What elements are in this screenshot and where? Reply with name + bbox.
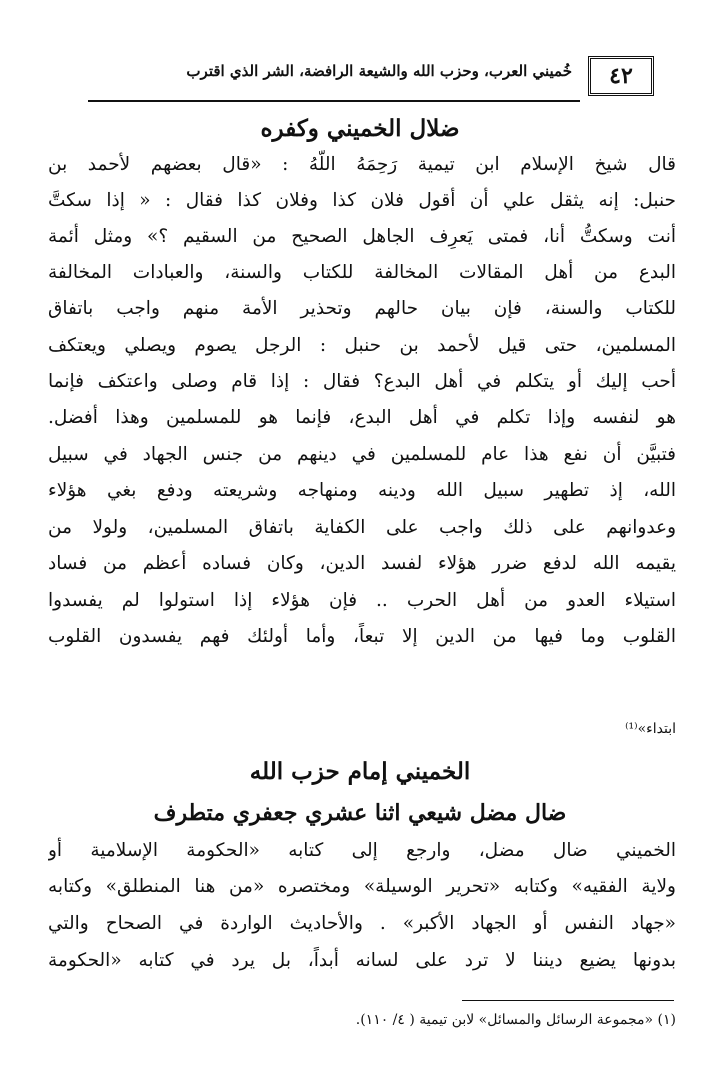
text-line: حنبل: إنه يثقل علي أن أقول فلان كذا وفلان كذا فقال : « إذا سكتَّ	[48, 190, 676, 211]
section-subtitle: ضال مضل شيعي اثنا عشري جعفري متطرف	[153, 800, 567, 826]
text-line: الله، إذ تطهير سبيل الله ودينه ومنهاجه وشريعته ودفع بغي هؤلاء	[48, 480, 676, 501]
section-title-khomeini-misguidance: ضلال الخميني وكفره	[260, 115, 460, 142]
page-number: ٤٢	[588, 56, 654, 96]
text-line: استيلاء العدو من أهل الحرب .. فإن هؤلاء إذا استولوا لم يفسدوا	[48, 590, 676, 611]
page-header	[88, 56, 654, 102]
text-line: المسلمين، حتى قيل لأحمد بن حنبل : الرجل يصوم ويصلي ويعتكف	[48, 335, 676, 356]
text-line: أحب إليك أو يتكلم في أهل البدع؟ فقال : إذا قام وصلى واعتكف فإنما	[48, 371, 676, 392]
text-line-ending: ابتداء»⁽¹⁾	[625, 721, 676, 737]
text-line: للكتاب والسنة، فإن بيان حالهم وتحذير الأمة منهم واجب باتفاق	[48, 298, 676, 319]
text-line: فتبيَّن أن نفع هذا عام للمسلمين في دينهم من جنس الجهاد في سبيل	[48, 444, 676, 465]
text-line: الخميني ضال مضل، وارجع إلى كتابه «الحكومة الإسلامية أو	[48, 840, 676, 861]
text-line: أنت وسكتُّ أنا، فمتى يَعرِف الجاهل الصحيح من السقيم ؟» ومثل أئمة	[48, 226, 676, 247]
text-line: يقيمه الله لدفع ضرر هؤلاء لفسد الدين، وكان فساده أعظم من فساد	[48, 553, 676, 574]
footnote-rule	[462, 1000, 674, 1001]
header-rule	[88, 100, 580, 102]
text-line: قال شيخ الإسلام ابن تيمية رَحِمَهُ اللَّهُ : «قال بعضهم لأحمد بن	[48, 154, 676, 175]
footnote: (١) «مجموعة الرسائل والمسائل» لابن تيمية ( ٤/ ١١٠).	[355, 1012, 676, 1028]
text-line: بدونها يضيع ديننا لا ترد على لسانه أبداً، بل يرد في كتابه «الحكومة	[48, 950, 676, 971]
text-line: هو لنفسه وإذا تكلم في أهل البدع، فإنما هو للمسلمين وهذا أفضل.	[48, 407, 676, 428]
text-line: وعدوانهم على ذلك واجب على الكفاية باتفاق المسلمين، ولولا من	[48, 517, 676, 538]
section-title-hezbollah-imam: الخميني إمام حزب الله	[249, 758, 471, 785]
text-line: القلوب وما فيها من الدين إلا تبعاً، وأما أولئك فهم يفسدون القلوب	[48, 626, 676, 647]
text-line: البدع من أهل المقالات المخالفة للكتاب والسنة، والعبادات المخالفة	[48, 262, 676, 283]
text-line: ولاية الفقيه» وكتابه «تحرير الوسيلة» ومختصره «من هنا المنطلق» وكتابه	[48, 876, 676, 897]
running-title: خُميني العرب، وحزب الله والشيعة الرافضة، الشر الذي اقترب	[186, 62, 572, 80]
text-line: «جهاد النفس أو الجهاد الأكبر» . والأحاديث الواردة في الصحاح والتي	[48, 913, 676, 934]
